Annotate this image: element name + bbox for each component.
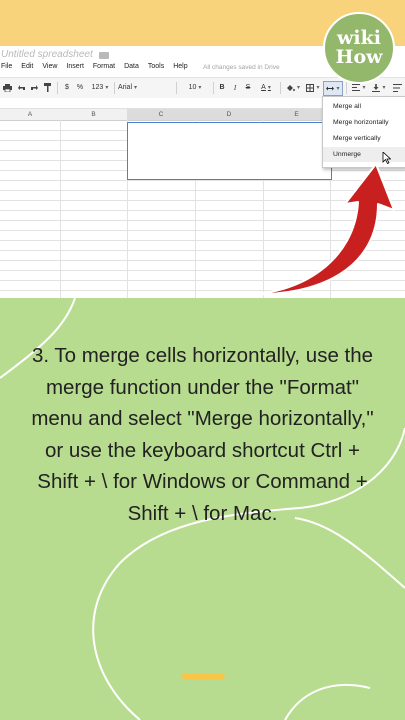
menu-item-merge-horizontally[interactable]: Merge horizontally [333, 119, 389, 126]
toolbar-separator [114, 82, 115, 94]
menu-help[interactable]: Help [173, 63, 188, 70]
vertical-align-icon[interactable] [370, 81, 388, 94]
menu-bar [0, 63, 188, 75]
instruction-panel [0, 298, 405, 720]
save-status: All changes saved in Drive [203, 64, 280, 71]
progress-indicator [181, 674, 225, 679]
toolbar-separator [57, 82, 58, 94]
toolbar-separator [346, 82, 347, 94]
toolbar-separator [213, 82, 214, 94]
document-title[interactable]: Untitled spreadsheet [1, 48, 93, 60]
fill-color-icon[interactable] [284, 81, 302, 94]
bold-button[interactable]: B [219, 84, 225, 91]
title-row [0, 46, 109, 62]
column-header-e[interactable]: E [263, 109, 330, 120]
redo-icon[interactable] [29, 81, 39, 94]
undo-icon[interactable] [16, 81, 26, 94]
font-dropdown[interactable]: Arial ▾ [118, 81, 168, 94]
column-divider [60, 120, 61, 298]
menu-view[interactable]: View [42, 63, 58, 70]
number-format-dropdown[interactable]: 123 ▾ [89, 81, 111, 94]
menu-edit[interactable]: Edit [21, 63, 34, 70]
logo-text-wiki: wiki [337, 27, 381, 49]
menu-tools[interactable]: Tools [147, 63, 165, 70]
step-description: 3. To merge cells horizontally, use the merge function under the "Format" menu and select "Merge horizontally," or use the keyboard shortcut Ctrl + Shift + \ for Windows or Command + Shift + \ for Mac. [31, 344, 374, 525]
menu-data[interactable]: Data [124, 63, 139, 70]
merge-cells-icon[interactable] [323, 81, 343, 96]
borders-icon[interactable] [304, 81, 322, 94]
strikethrough-button[interactable]: S [245, 84, 251, 91]
font-size-dropdown[interactable]: 10 ▾ [182, 81, 208, 94]
toolbar-separator [176, 82, 177, 94]
italic-button[interactable]: I [233, 83, 237, 92]
folder-icon[interactable] [99, 52, 109, 59]
menu-item-merge-vertically[interactable]: Merge vertically [333, 135, 381, 142]
paint-format-icon[interactable] [43, 81, 53, 94]
print-icon[interactable] [2, 81, 12, 94]
column-header-d[interactable]: D [195, 109, 263, 120]
percent-button[interactable]: % [76, 84, 84, 91]
menu-item-unmerge[interactable]: Unmerge [323, 147, 405, 162]
column-header-b[interactable]: B [91, 111, 96, 118]
wikihow-logo [323, 12, 395, 84]
column-header-c[interactable]: C [127, 109, 195, 120]
menu-file[interactable]: File [1, 63, 13, 70]
red-arrow-icon [230, 150, 405, 300]
menu-item-merge-all[interactable]: Merge all [333, 103, 361, 110]
text-color-button[interactable]: A ▾ [256, 81, 276, 94]
wrap-text-icon[interactable] [392, 81, 403, 94]
currency-button[interactable]: $ [65, 84, 69, 91]
logo-text-how: How [335, 46, 383, 68]
toolbar-separator [280, 82, 281, 94]
menu-format[interactable]: Format [92, 63, 116, 70]
menu-insert[interactable]: Insert [66, 63, 84, 70]
column-header-a[interactable]: A [27, 111, 33, 118]
